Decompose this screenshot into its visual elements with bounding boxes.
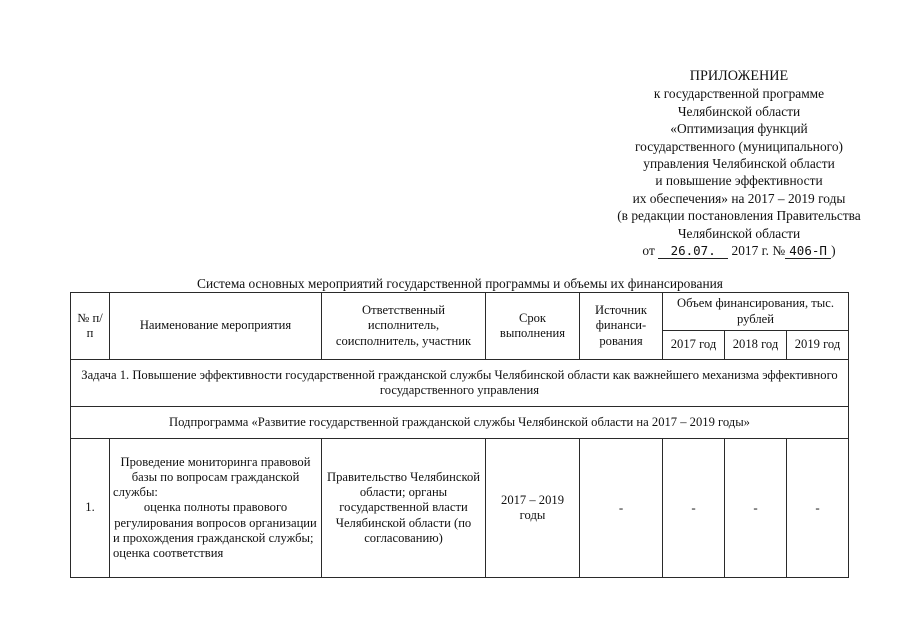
appendix-line: (в редакции постановления Правительства (617, 208, 861, 224)
table-header-row (71, 293, 849, 331)
row-2017: - (663, 439, 725, 578)
date-suffix: 2017 г. № (731, 243, 786, 259)
appendix-block (580, 68, 898, 259)
header-term: Срок выполнения (486, 293, 580, 360)
appendix-line: их обеспечения» на 2017 – 2019 годы (632, 190, 846, 206)
handwritten-date: 26.07. (658, 243, 728, 259)
row-2019: - (787, 439, 849, 578)
subprogram-row (71, 407, 849, 439)
activities-table (70, 292, 849, 578)
row-term: 2017 – 2019 годы (486, 439, 580, 578)
resolution-date-line (580, 242, 898, 259)
header-year-2018: 2018 год (725, 331, 787, 360)
row-num: 1. (71, 439, 110, 578)
row-source: - (580, 439, 663, 578)
closing-paren: ) (831, 243, 836, 259)
row-responsible: Правительство Челябинской области; органы государственной власти Челябинской области (по согласованию) (322, 439, 486, 578)
table-row (71, 439, 849, 578)
handwritten-doc-number: 406-П (785, 243, 831, 259)
appendix-line: государственного (муниципального) (635, 138, 843, 154)
subprogram-title: Подпрограмма «Развитие государственной гражданской службы Челябинской области на 2017 – 2019 годы» (71, 407, 849, 439)
task-title: Задача 1. Повышение эффективности государственной гражданской службы Челябинской области как важнейшего механизма эффективного государственного управления (71, 360, 849, 407)
appendix-line: Челябинской области (677, 225, 801, 241)
row-2018: - (725, 439, 787, 578)
date-prefix: от (642, 243, 655, 259)
row-name-line: оценка соответствия (113, 546, 224, 560)
appendix-line: «Оптимизация функций (670, 121, 808, 137)
header-year-2019: 2019 год (787, 331, 849, 360)
appendix-line: Челябинской области (677, 103, 801, 119)
row-name (110, 439, 322, 578)
header-funding: Объем финансирования, тыс. рублей (663, 293, 849, 331)
task-row (71, 360, 849, 407)
appendix-line: к государственной программе (653, 86, 825, 102)
header-num: № п/п (71, 293, 110, 360)
appendix-heading: ПРИЛОЖЕНИЕ (689, 68, 789, 84)
document-title: Система основных мероприятий государственной программы и объемы их финансирования (197, 276, 723, 291)
appendix-line: управления Челябинской области (643, 156, 835, 172)
header-name: Наименование мероприятия (110, 293, 322, 360)
header-year-2017: 2017 год (663, 331, 725, 360)
header-source: Источник финанси-рования (580, 293, 663, 360)
header-responsible: Ответственный исполнитель, соисполнитель, участник (322, 293, 486, 360)
appendix-line: и повышение эффективности (655, 173, 823, 189)
row-name-line: Проведение мониторинга правовой базы по вопросам гражданской службы: (113, 454, 311, 500)
row-name-line: оценка полноты правового регулирования вопросов организации и прохождения гражданской службы; (113, 500, 317, 545)
